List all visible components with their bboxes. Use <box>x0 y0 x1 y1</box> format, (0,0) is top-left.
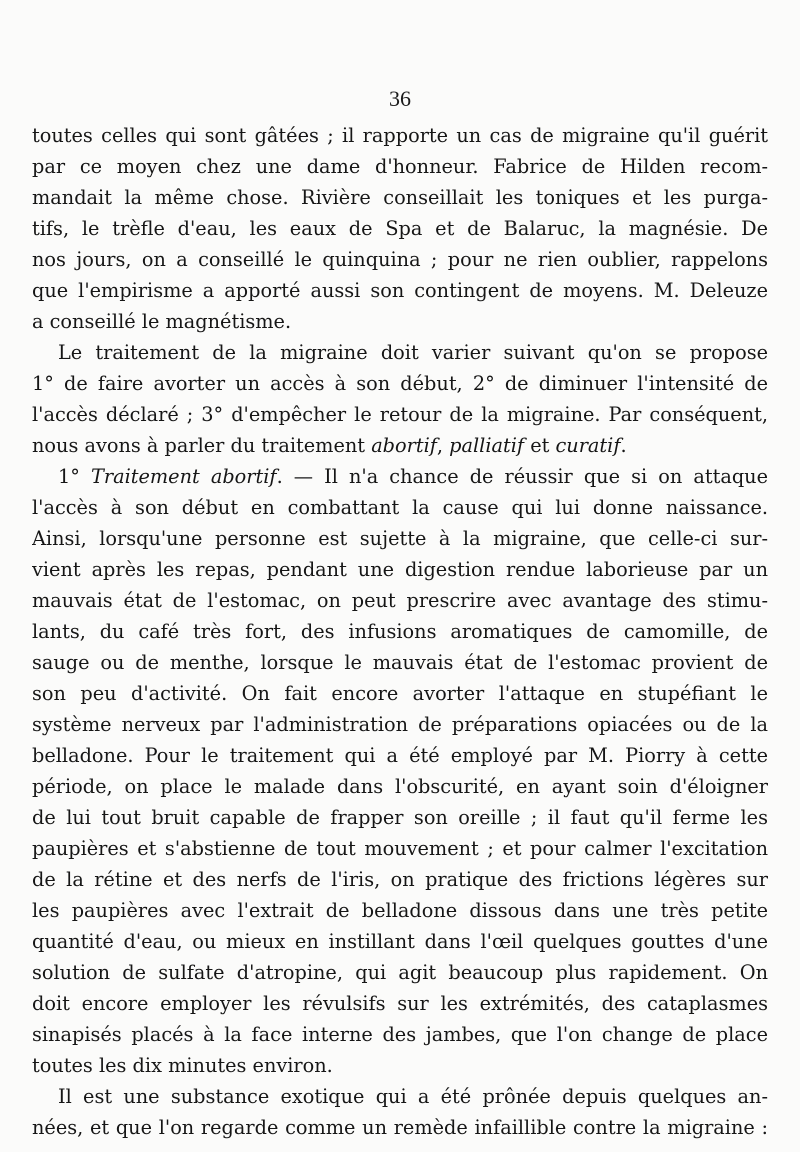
text-line: l'accès déclaré ; 3° d'empêcher le retour de la migraine. Par conséquent, <box>32 403 768 426</box>
italic-term: abortif <box>371 434 437 457</box>
text-line: sauge ou de menthe, lorsque le mauvais état de l'estomac provient de <box>32 651 768 674</box>
italic-term: palliatif <box>449 434 525 457</box>
text-run: et <box>524 434 556 457</box>
page-number: 36 <box>389 86 411 111</box>
text-line: paupières et s'abstienne de tout mouvement ; et pour calmer l'excitation <box>32 837 768 860</box>
text-line: toutes celles qui sont gâtées ; il rapporte un cas de migraine qu'il guérit <box>32 124 768 147</box>
text-line: Le traitement de la migraine doit varier suivant qu'on se propose <box>58 341 768 364</box>
text-line: lants, du café très fort, des infusions aromatiques de camomille, de <box>32 620 768 643</box>
text-line: belladone. Pour le traitement qui a été employé par M. Piorry à cette <box>32 744 768 767</box>
text-line: nos jours, on a conseillé le quinquina ; pour ne rien oublier, rappelons <box>32 248 768 271</box>
text-line: par ce moyen chez une dame d'honneur. Fabrice de Hilden recom- <box>32 155 768 178</box>
text-line: son peu d'activité. On fait encore avorter l'attaque en stupéfiant le <box>32 682 768 705</box>
text-line: 1° de faire avorter un accès à son début, 2° de diminuer l'intensité de <box>32 372 768 395</box>
text-line: quantité d'eau, ou mieux en instillant dans l'œil quelques gouttes d'une <box>32 930 768 953</box>
text-line: les paupières avec l'extrait de belladone dissous dans une très petite <box>32 899 768 922</box>
text-line: a conseillé le magnétisme. <box>32 310 292 333</box>
text-line: système nerveux par l'administration de préparations opiacées ou de la <box>32 713 768 736</box>
text-run: nous avons à parler du traitement <box>32 434 372 457</box>
text-line: mauvais état de l'estomac, on peut prescrire avec avantage des stimu- <box>32 589 768 612</box>
text-line: l'accès à son début en combattant la cause qui lui donne naissance. <box>32 496 768 519</box>
text-run: . — Il n'a chance de réussir que si on attaque <box>276 465 768 488</box>
text-line: solution de sulfate d'atropine, qui agit beaucoup plus rapidement. On <box>32 961 768 984</box>
text-line: Ainsi, lorsqu'une personne est sujette à la migraine, que celle-ci sur- <box>32 527 768 550</box>
text-line: sinapisés placés à la face interne des jambes, que l'on change de place <box>32 1023 768 1046</box>
text-run: , <box>436 434 450 457</box>
text-line <box>32 461 768 492</box>
text-line: doit encore employer les révulsifs sur les extrémités, des cataplasmes <box>32 992 768 1015</box>
text-run: 1° <box>58 465 91 488</box>
text-run: . <box>620 434 627 457</box>
text-line: que l'empirisme a apporté aussi son contingent de moyens. M. Deleuze <box>32 279 768 302</box>
text-line: période, on place le malade dans l'obscurité, en ayant soin d'éloigner <box>32 775 768 798</box>
text-line: Il est une substance exotique qui a été prônée depuis quelques an- <box>58 1085 768 1108</box>
text-line: toutes les dix minutes environ. <box>32 1054 333 1077</box>
text-line: nées, et que l'on regarde comme un remède infaillible contre la migraine : <box>32 1116 768 1139</box>
text-line <box>32 430 768 461</box>
text-line: tifs, le trèfle d'eau, les eaux de Spa et de Balaruc, la magnésie. De <box>32 217 768 240</box>
text-line: mandait la même chose. Rivière conseillait les toniques et les purga- <box>32 186 768 209</box>
text-line: de lui tout bruit capable de frapper son oreille ; il faut qu'il ferme les <box>32 806 768 829</box>
italic-term: curatif <box>555 434 621 457</box>
text-line: vient après les repas, pendant une digestion rendue laborieuse par un <box>32 558 768 581</box>
text-line: de la rétine et des nerfs de l'iris, on pratique des frictions légères sur <box>32 868 768 891</box>
italic-heading: Traitement abortif <box>91 465 277 488</box>
body-text <box>32 120 768 1143</box>
